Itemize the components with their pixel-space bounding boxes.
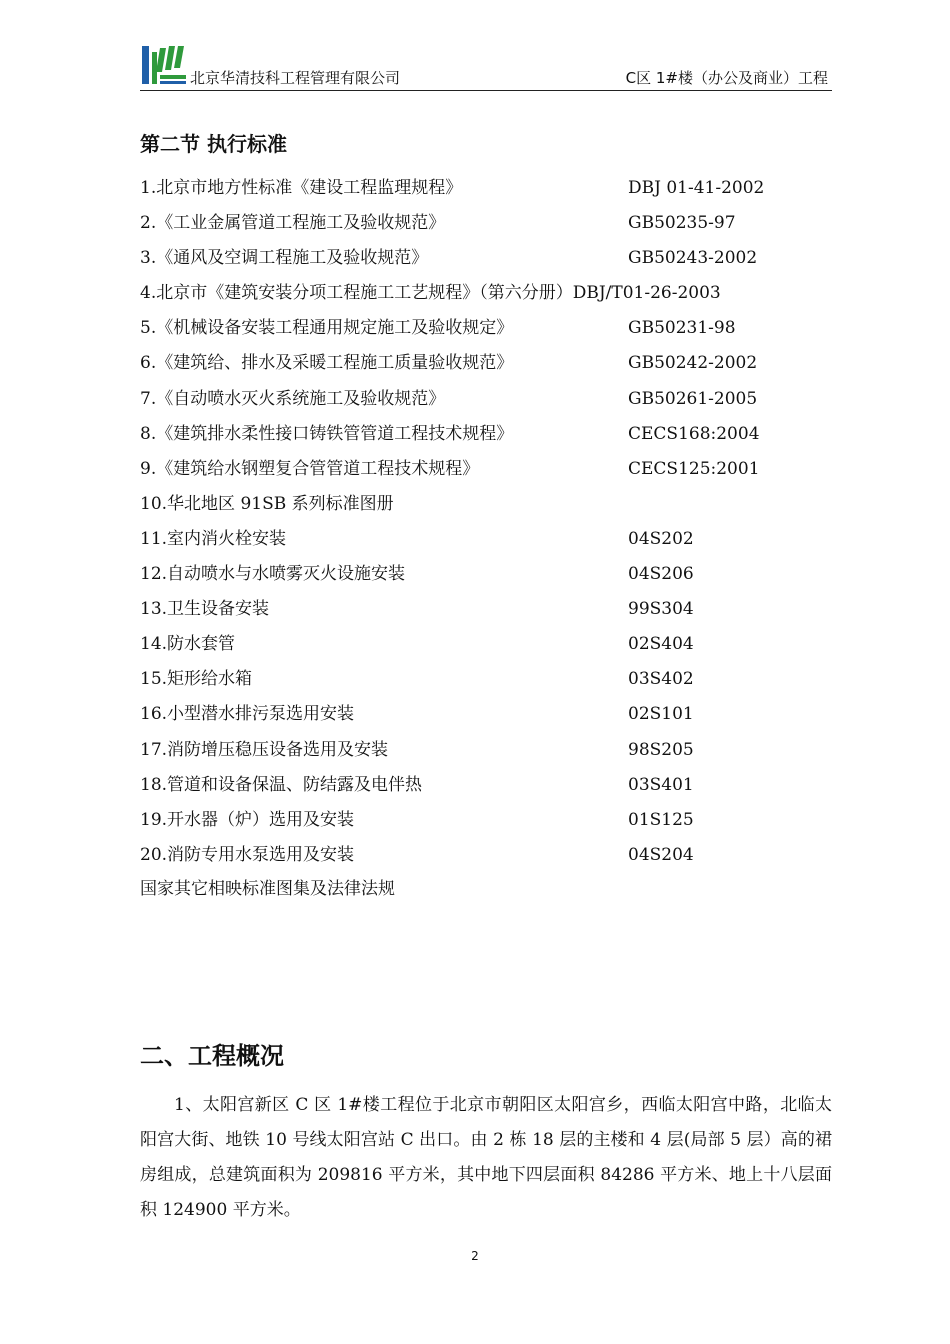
standard-title: 13.卫生设备安装 xyxy=(140,599,270,620)
standard-title: 6.《建筑给、排水及采暖工程施工质量验收规范》 xyxy=(140,353,514,374)
project-name: C区 1#楼（办公及商业）工程 xyxy=(625,69,828,87)
logo-bar xyxy=(152,52,157,84)
list-item xyxy=(140,697,840,732)
standard-code: DBJ 01-41-2002 xyxy=(628,178,765,198)
list-item xyxy=(140,803,840,838)
page-header xyxy=(140,40,832,91)
standard-code: 03S401 xyxy=(628,774,694,795)
standard-title: 15.矩形给水箱 xyxy=(140,669,253,690)
list-item xyxy=(140,733,840,768)
logo-bar xyxy=(160,81,186,84)
list-item xyxy=(140,627,840,662)
overview-paragraph: 1、太阳宫新区 C 区 1#楼工程位于北京市朝阳区太阳宫乡，西临太阳宫中路，北临太阳宫大街、地铁 10 号线太阳宫站 C 出口。由 2 栋 18 层的主楼和 4 层(局部 5 层）高的裙房组成，总建筑面积为 209816 平方米，其中地下四层面积 84286 平方米、地上十八层面积 124900 平方米。 xyxy=(140,1095,832,1220)
standard-title: 12.自动喷水与水喷雾灭火设施安装 xyxy=(140,564,406,585)
standard-title: 14.防水套管 xyxy=(140,634,236,655)
standard-code: 99S304 xyxy=(628,599,694,620)
standard-title: 18.管道和设备保温、防结露及电伴热 xyxy=(140,774,423,795)
list-item xyxy=(140,592,840,627)
standard-code: CECS168:2004 xyxy=(628,423,760,444)
list-item xyxy=(140,276,840,311)
standard-title: 8.《建筑排水柔性接口铸铁管管道工程技术规程》 xyxy=(140,423,514,444)
standard-title: 11.室内消火栓安装 xyxy=(140,528,287,549)
company-logo xyxy=(140,42,190,88)
standard-code: 04S204 xyxy=(628,844,694,865)
standard-title: 3.《通风及空调工程施工及验收规范》 xyxy=(140,248,429,269)
list-item xyxy=(140,417,840,452)
list-item xyxy=(140,311,840,346)
chapter-heading: 二、工程概况 xyxy=(140,1042,284,1070)
standards-list xyxy=(140,171,840,873)
list-item xyxy=(140,241,840,276)
list-item xyxy=(140,452,840,487)
logo-bar xyxy=(142,46,149,84)
standard-code: 04S206 xyxy=(628,564,694,585)
standard-code: CECS125:2001 xyxy=(628,458,760,479)
standard-title: 10.华北地区 91SB 系列标准图册 xyxy=(140,493,394,514)
standard-code: 04S202 xyxy=(628,528,694,549)
standard-code: 03S402 xyxy=(628,669,694,690)
standard-code: 02S101 xyxy=(628,704,694,725)
list-item xyxy=(140,346,840,381)
page-number: 2 xyxy=(471,1249,479,1263)
standard-code: 02S404 xyxy=(628,634,694,655)
list-item xyxy=(140,522,840,557)
list-item xyxy=(140,171,840,206)
standard-code: GB50243-2002 xyxy=(628,248,758,269)
standard-title: 17.消防增压稳压设备选用及安装 xyxy=(140,739,389,760)
company-name: 北京华清技科工程管理有限公司 xyxy=(190,69,401,87)
closing-line: 国家其它相映标准图集及法律法规 xyxy=(140,879,395,899)
standard-title: 19.开水器（炉）选用及安装 xyxy=(140,809,355,830)
list-item xyxy=(140,487,840,522)
standard-code: GB50242-2002 xyxy=(628,353,758,374)
standard-code: GB50235-97 xyxy=(628,213,736,234)
logo-bar xyxy=(160,75,186,79)
standard-code: 01S125 xyxy=(628,809,694,830)
standard-title: 1.北京市地方性标准《建设工程监理规程》 xyxy=(140,178,463,198)
standard-title: 5.《机械设备安装工程通用规定施工及验收规定》 xyxy=(140,318,514,339)
standard-title: 7.《自动喷水灭火系统施工及验收规范》 xyxy=(140,388,446,409)
standard-code: GB50261-2005 xyxy=(628,388,758,409)
standard-title: 4.北京市《建筑安装分项工程施工工艺规程》（第六分册）DBJ/T01-26-2003 xyxy=(140,283,721,304)
standard-code: 98S205 xyxy=(628,739,694,760)
list-item xyxy=(140,382,840,417)
standard-title: 20.消防专用水泵选用及安装 xyxy=(140,844,355,865)
list-item xyxy=(140,768,840,803)
standard-title: 2.《工业金属管道工程施工及验收规范》 xyxy=(140,213,446,234)
standard-code: GB50231-98 xyxy=(628,318,736,339)
standard-title: 9.《建筑给水钢塑复合管管道工程技术规程》 xyxy=(140,458,480,479)
list-item xyxy=(140,662,840,697)
list-item xyxy=(140,838,840,873)
list-item xyxy=(140,206,840,241)
list-item xyxy=(140,557,840,592)
section-heading: 第二节 执行标准 xyxy=(140,132,287,156)
standard-title: 16.小型潜水排污泵选用安装 xyxy=(140,704,355,725)
